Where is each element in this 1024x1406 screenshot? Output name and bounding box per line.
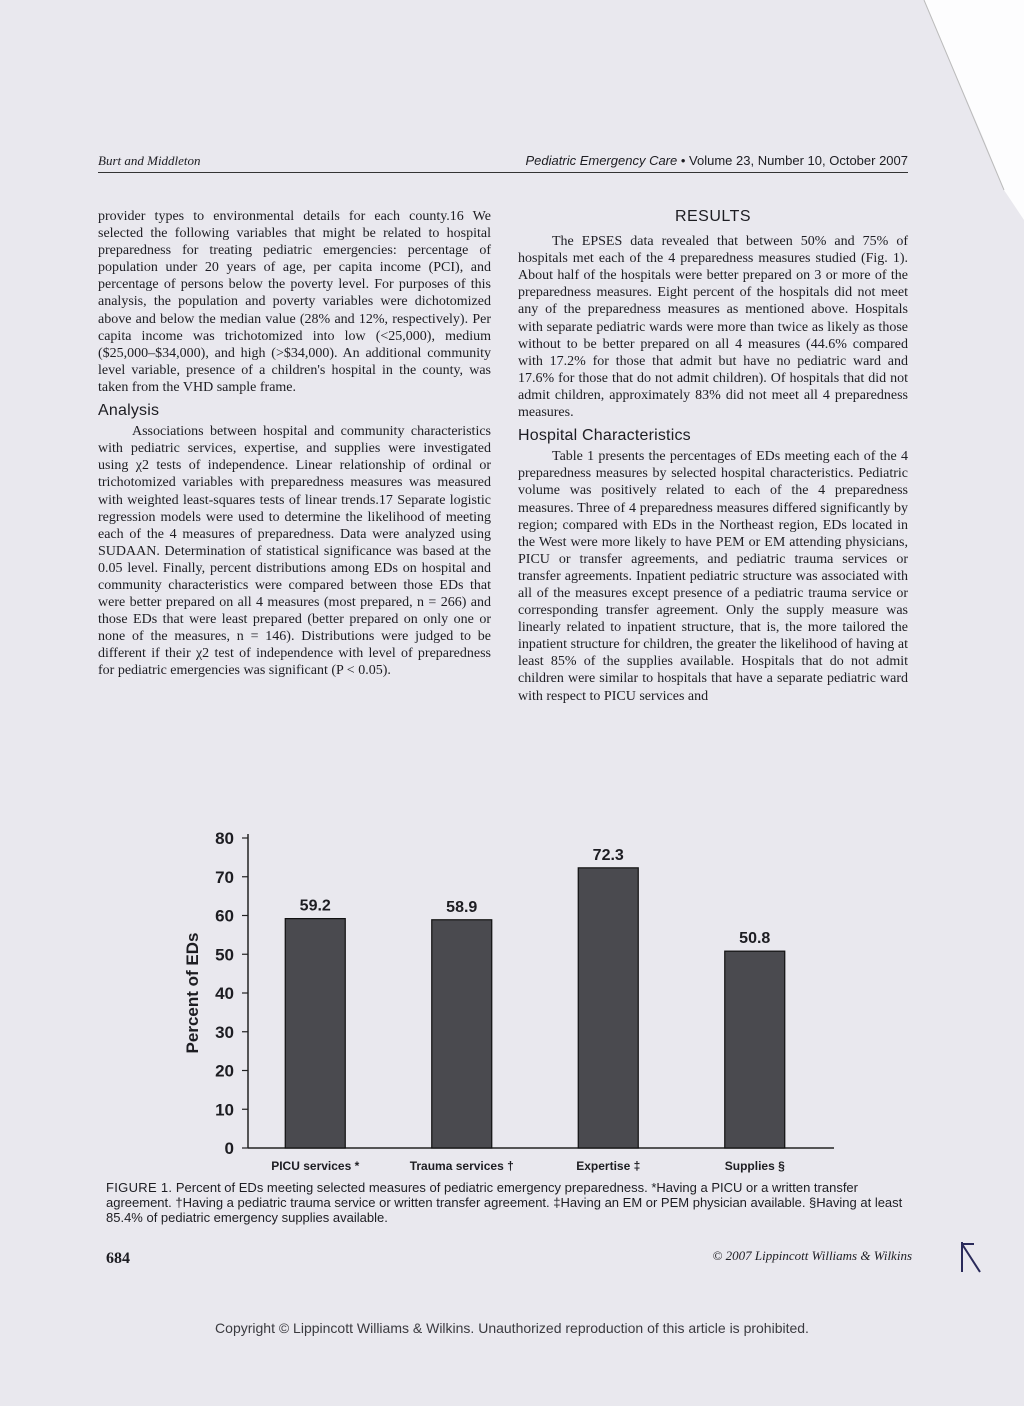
bar-value-label: 50.8 [739, 930, 771, 948]
right-paragraph-2: Table 1 presents the percentages of EDs meeting each of the 4 preparedness measures by selected hospital characteristics. Pediatric volume was positively related to each of the 4 preparedness measures. Three of 4 preparedness measures differed significantly by region; compared with EDs in the Northeast region, EDs located in the West were more likely to have PEM or EM attending physicians, PICU or transfer agreements, and pediatric trauma services or transfer agreements. Inpatient pediatric structure was associated with all of the measures except presence of a pediatric trauma service or corresponding transfer agreement. Only the supply measure was linearly related to inpatient structure, that is, the more tailored the inpatient structure for children, the greater the likelihood of having at least 85% of the supplies available. Hospitals that do not admit children were similar to hospitals that have a separate pediatric ward with respect to PICU services and [518, 449, 908, 704]
bar [725, 951, 785, 1148]
bar [285, 919, 345, 1148]
y-tick-label: 50 [215, 945, 234, 965]
analysis-heading: Analysis [98, 402, 160, 420]
x-category-label: Supplies § [724, 1159, 785, 1173]
header-volume: Volume 23, Number 10, October 2007 [689, 153, 908, 168]
right-column [518, 208, 908, 705]
header-journal: Pediatric Emergency Care [525, 153, 678, 168]
y-tick-label: 30 [215, 1022, 234, 1042]
copyright-notice: Copyright © Lippincott Williams & Wilkins. Unauthorized reproduction of this article is prohibited. [215, 1320, 809, 1336]
figure-1-bar-chart [150, 820, 850, 1180]
running-header [98, 152, 908, 173]
page-corner-shadow [864, 0, 1024, 220]
figure-caption [106, 1180, 912, 1225]
y-tick-label: 0 [224, 1139, 234, 1158]
caption-text: Percent of EDs meeting selected measures of pediatric emergency preparedness. *Having a PICU or a written transfer agreement. †Having a pediatric trauma service or written transfer agreement. ‡Having an EM or PEM physician available. §Having at least 85.4% of pediatric emergency supplies available. [106, 1180, 903, 1225]
journal-copyright: © 2007 Lippincott Williams & Wilkins [712, 1248, 912, 1263]
y-axis-label: Percent of EDs [183, 932, 202, 1054]
y-tick-label: 40 [215, 984, 234, 1003]
bar [432, 920, 492, 1148]
right-paragraph-1: The EPSES data revealed that between 50% and 75% of hospitals met each of the 4 preparedness measures studied (Fig. 1). About half of the hospitals were better prepared on 3 or more of the preparedness measures. Eight percent of the hospitals did not meet any of the preparedness measures as mentioned above. Hospitals with separate pediatric wards were more than twice as likely as those without to be better prepared on all 4 measures (44.6% compared with 17.2% for those that admit but have no pediatric ward and 17.6% for those that do not admit children). Of hospitals that did not admit children, approximately 83% did not meet all 4 preparedness measures. [518, 234, 908, 421]
y-tick-label: 80 [215, 829, 234, 848]
left-paragraph-1: provider types to environmental details for each county.16 We selected the following variables that might be related to hospital preparedness for treating pediatric emergencies: percentage of population under 20 years of age, per capita income (PCI), and percentage of persons below the poverty level. For purposes of this analysis, the population and poverty variables were dichotomized above and below the median value (28% and 12%, respectively). Per capita income was trichotomized into low (<25,000), medium ($25,000–$34,000), and high (>$34,000). An additional community level variable, presence of a children's hospital in the county, was taken from the VHD sample frame. [98, 209, 491, 395]
hospital-characteristics-heading: Hospital Characteristics [518, 427, 691, 445]
left-paragraph-2: Associations between hospital and community characteristics with pediatric services, expertise, and supplies were investigated using χ2 tests of independence. Linear relationship of ordinal or trichotomized variables with preparedness measures was measured with weighted least-squares tests of linear trends.17 Separate logistic regression models were used to determine the likelihood of meeting each of the 4 measures of preparedness. Data were analyzed using SUDAAN. Determination of statistical significance was based at the 0.05 level. Finally, percent distributions among EDs on hospital and community characteristics were compared between those EDs that were better prepared on all 4 measures (most prepared, n = 266) and those EDs that were least prepared (better prepared on only one or none of the measures, n = 146). Distributions were judged to be different if their χ2 test of independence with level of preparedness for pediatric emergencies was significant (P < 0.05). [98, 424, 491, 679]
x-category-label: Trauma services † [409, 1159, 514, 1173]
header-authors: Burt and Middleton [98, 153, 201, 168]
results-heading: RESULTS [674, 208, 752, 225]
left-column [98, 208, 491, 680]
page-number: 684 [106, 1250, 130, 1267]
header-journal-info: Pediatric Emergency Care • Volume 23, Number 10, October 2007 [525, 153, 908, 168]
x-category-label: Expertise ‡ [576, 1159, 641, 1173]
bar-value-label: 72.3 [592, 846, 624, 864]
bar [578, 868, 638, 1148]
hand-drawn-arrow-mark [956, 1238, 986, 1278]
caption-label: FIGURE 1. [106, 1180, 173, 1195]
x-category-label: PICU services * [271, 1159, 360, 1173]
bar-value-label: 59.2 [299, 897, 331, 915]
y-tick-label: 10 [215, 1100, 234, 1120]
bar-value-label: 58.9 [446, 898, 478, 916]
y-tick-label: 70 [215, 867, 234, 887]
y-tick-label: 60 [215, 906, 234, 926]
y-tick-label: 20 [215, 1061, 234, 1081]
